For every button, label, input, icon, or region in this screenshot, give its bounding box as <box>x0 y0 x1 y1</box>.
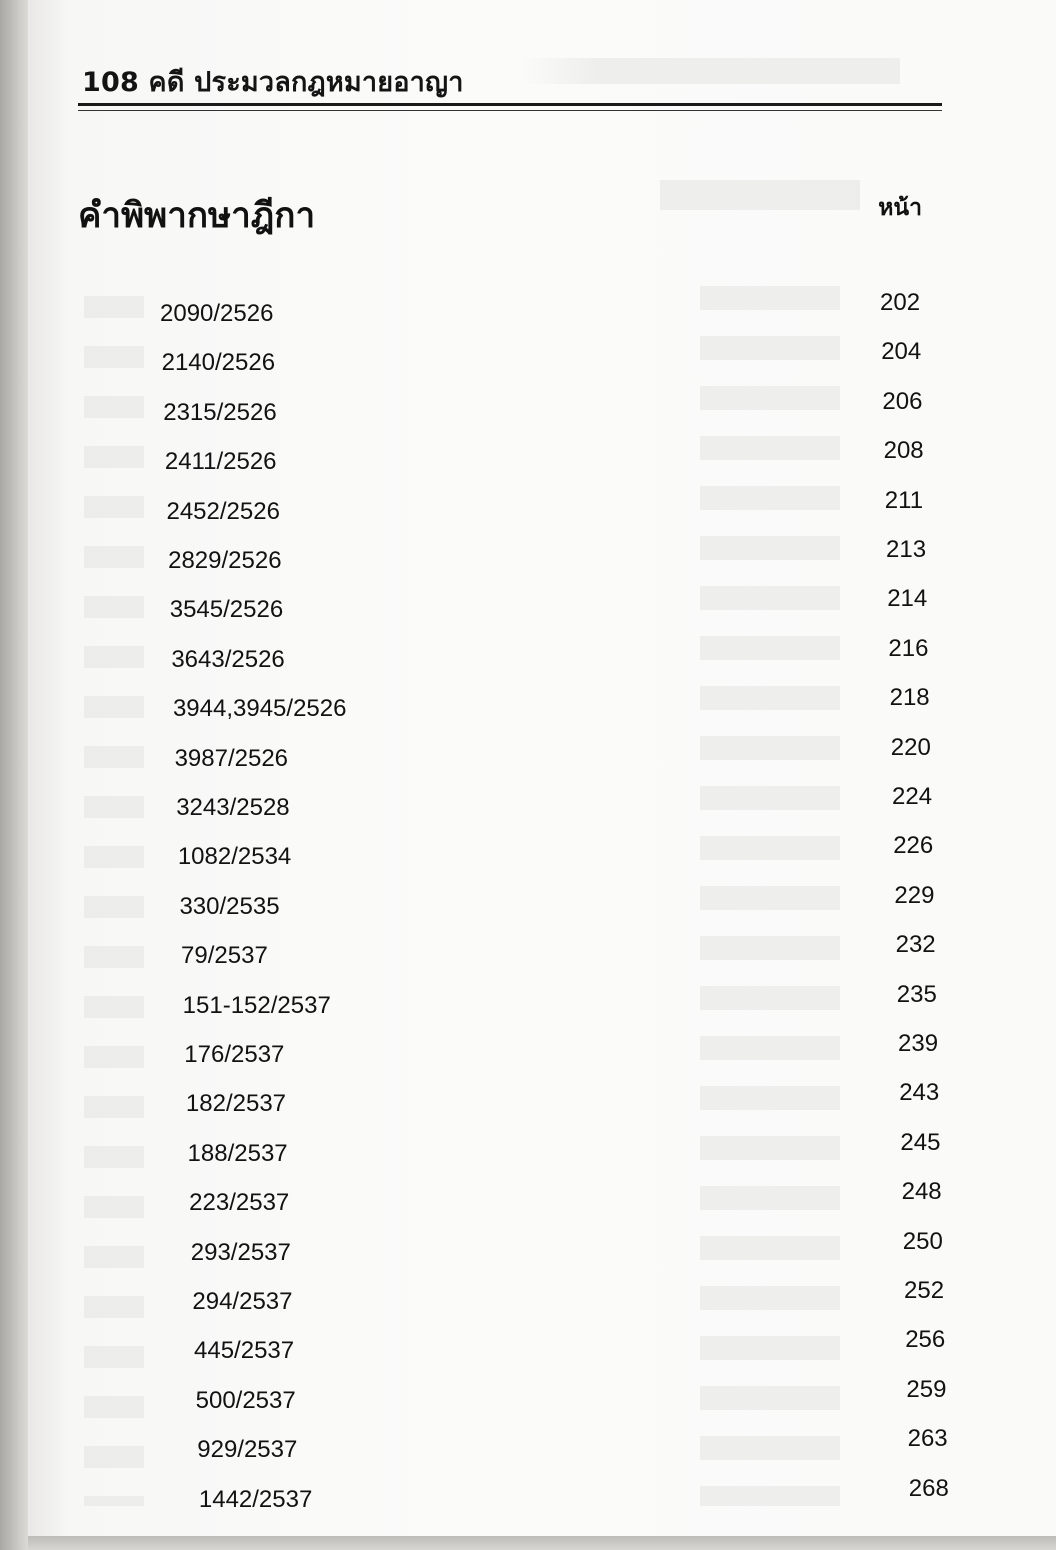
case-number: 3987/2526 <box>174 744 289 772</box>
case-number: 293/2537 <box>190 1238 291 1266</box>
book-spine-shadow <box>0 0 28 1550</box>
case-number: 3944,3945/2526 <box>172 695 347 723</box>
case-number: 151-152/2537 <box>182 991 331 1019</box>
case-number: 79/2537 <box>181 942 268 970</box>
page-number: 250 <box>902 1227 943 1255</box>
case-number: 1442/2537 <box>198 1485 313 1513</box>
case-number: 2452/2526 <box>166 497 280 525</box>
page-number: 243 <box>899 1079 940 1107</box>
case-number: 2829/2526 <box>168 547 282 574</box>
case-number: 2315/2526 <box>163 398 277 426</box>
page-number: 239 <box>898 1030 939 1057</box>
page-number: 229 <box>894 881 935 909</box>
page-number: 259 <box>906 1375 947 1403</box>
page-number: 216 <box>888 634 929 662</box>
case-number: 182/2537 <box>185 1090 287 1118</box>
case-number: 294/2537 <box>192 1288 293 1315</box>
page-column-heading: หน้า <box>878 195 922 221</box>
page-number: 211 <box>884 486 924 514</box>
page-number: 214 <box>887 585 928 613</box>
page-number: 226 <box>893 832 934 860</box>
page-bottom-edge <box>28 1536 1056 1550</box>
page-number: 208 <box>883 437 924 465</box>
case-number: 223/2537 <box>189 1189 290 1217</box>
page-number: 263 <box>907 1425 948 1453</box>
case-number: 188/2537 <box>187 1139 288 1167</box>
case-number: 500/2537 <box>195 1386 296 1414</box>
page-number: 268 <box>908 1474 949 1502</box>
case-number: 330/2535 <box>179 892 280 920</box>
case-number: 2411/2526 <box>164 448 277 476</box>
page-number: 206 <box>882 387 923 415</box>
case-number: 3243/2528 <box>176 794 290 821</box>
case-number: 929/2537 <box>197 1436 298 1464</box>
case-number: 445/2537 <box>194 1337 295 1365</box>
page-number: 235 <box>896 980 937 1008</box>
page-number: 245 <box>900 1128 941 1156</box>
case-number: 2140/2526 <box>161 349 276 377</box>
header-rule-thick <box>78 103 942 106</box>
header-rule-thin <box>78 110 942 111</box>
case-number: 1082/2534 <box>177 843 292 871</box>
case-number: 2090/2526 <box>160 300 274 327</box>
page-number: 248 <box>901 1178 942 1206</box>
page-number: 252 <box>904 1277 945 1304</box>
running-header-title: 108 คดี ประมวลกฎหมายอาญา <box>82 67 464 98</box>
section-heading: คำพิพากษาฎีกา <box>78 196 316 236</box>
page-number: 256 <box>905 1326 946 1354</box>
page-number: 218 <box>889 684 930 712</box>
page-number: 232 <box>895 931 936 959</box>
case-number: 3545/2526 <box>169 596 284 624</box>
case-number: 176/2537 <box>184 1041 285 1068</box>
page-number: 202 <box>880 289 921 316</box>
page-number: 204 <box>881 338 922 366</box>
case-number: 3643/2526 <box>171 645 285 673</box>
page-number: 224 <box>892 783 933 810</box>
page-number: 213 <box>886 536 927 563</box>
page-number: 220 <box>890 733 931 761</box>
